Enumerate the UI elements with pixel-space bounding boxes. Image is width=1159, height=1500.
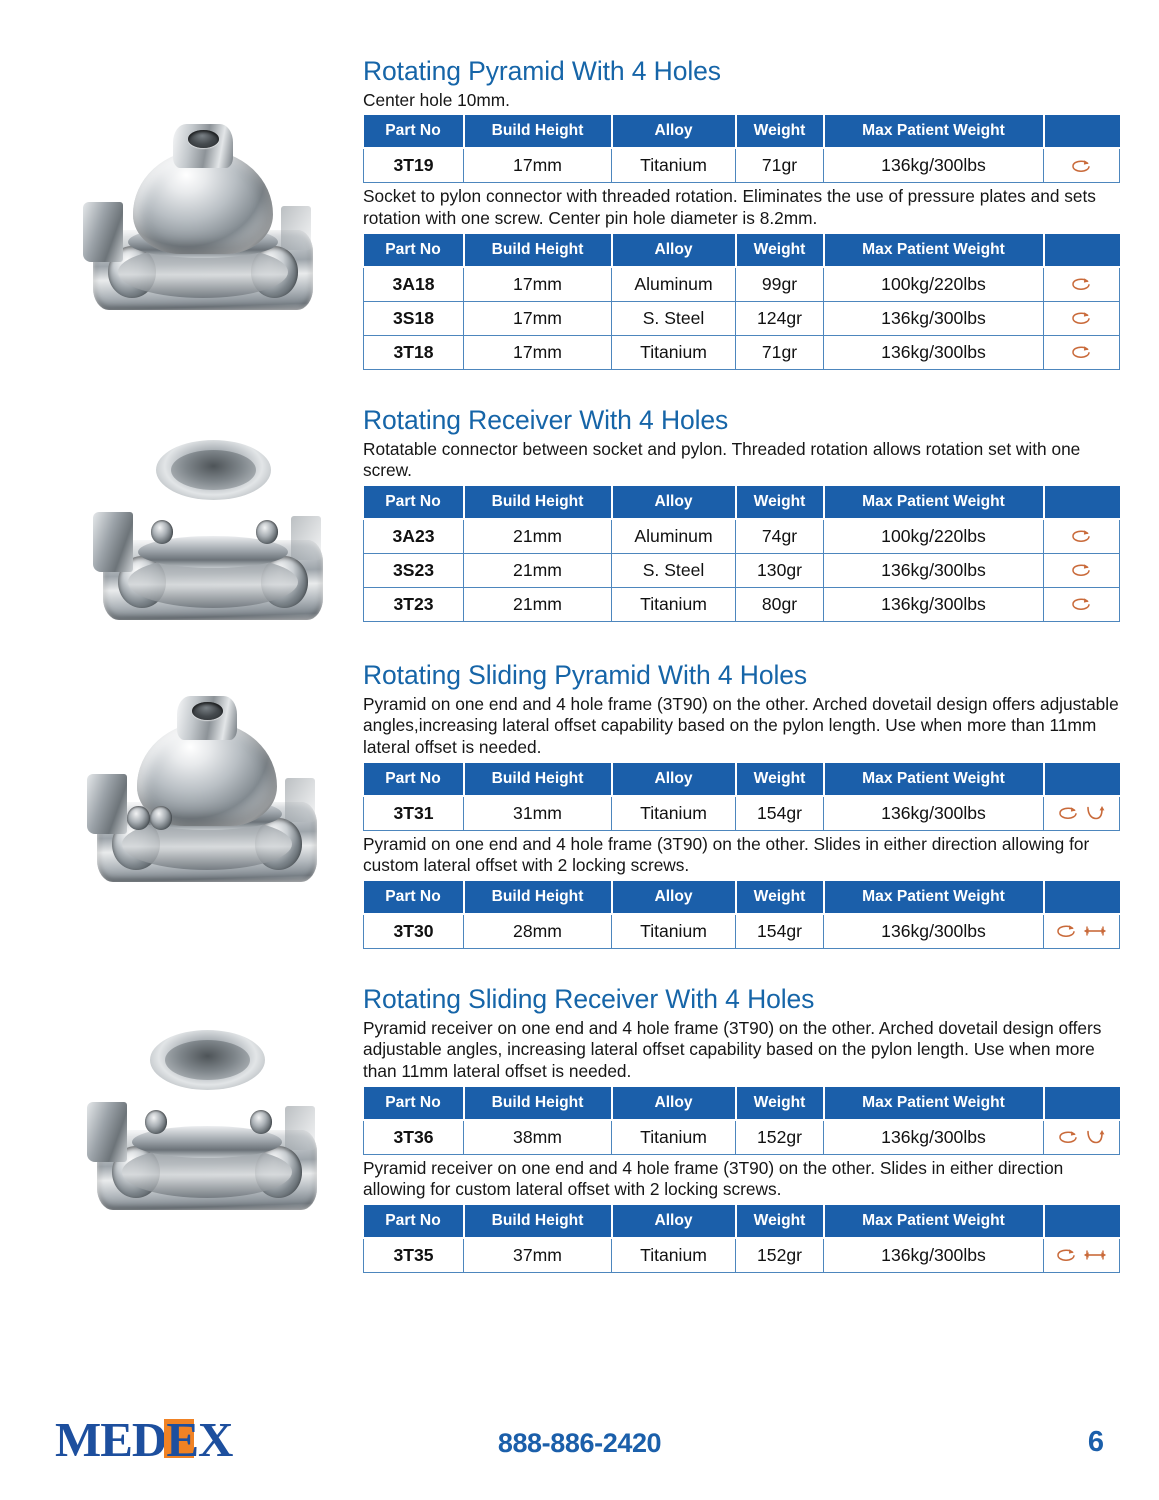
- cell-build-height: 21mm: [464, 553, 612, 587]
- column-header-part-no: Part No: [364, 234, 464, 267]
- column-header-weight: Weight: [736, 1205, 824, 1238]
- cell-part-no: 3T18: [364, 335, 464, 369]
- cell-feature-icons: [1044, 301, 1120, 335]
- cell-weight: 124gr: [736, 301, 824, 335]
- feature-icon-group: [1046, 921, 1117, 941]
- column-header-weight: Weight: [736, 115, 824, 148]
- column-header-alloy: Alloy: [612, 115, 736, 148]
- column-header-part-no: Part No: [364, 881, 464, 914]
- logo-text-highlight: E: [166, 1412, 199, 1467]
- feature-icon-group: [1046, 560, 1117, 580]
- table-row: [364, 267, 1120, 302]
- section-title: Rotating Sliding Receiver With 4 Holes: [363, 984, 815, 1014]
- cell-feature-icons: [1044, 1120, 1120, 1155]
- rotation-icon: [1058, 806, 1080, 820]
- cell-part-no: 3T23: [364, 587, 464, 621]
- rotation-icon: [1071, 159, 1093, 173]
- cell-max-patient-weight: 136kg/300lbs: [824, 301, 1044, 335]
- column-header-feature-icons: [1044, 763, 1120, 796]
- feature-icon-group: [1046, 526, 1117, 546]
- column-header-part-no: Part No: [364, 763, 464, 796]
- section-description: Socket to pylon connector with threaded rotation. Eliminates the use of pressure plates and sets rotation with one screw. Center pin hole diameter is 8.2mm.: [363, 186, 1096, 228]
- cell-max-patient-weight: 136kg/300lbs: [824, 914, 1044, 949]
- column-header-weight: Weight: [736, 486, 824, 519]
- rotation-icon: [1071, 529, 1093, 543]
- table-header-row: [364, 486, 1120, 519]
- column-header-feature-icons: [1044, 115, 1120, 148]
- feature-icon-group: [1046, 594, 1117, 614]
- column-header-part-no: Part No: [364, 1087, 464, 1120]
- rotation-icon: [1071, 597, 1093, 611]
- rotation-icon: [1058, 1130, 1080, 1144]
- cell-build-height: 28mm: [464, 914, 612, 949]
- column-header-max-patient-weight: Max Patient Weight: [824, 1087, 1044, 1120]
- column-header-max-patient-weight: Max Patient Weight: [824, 881, 1044, 914]
- feature-icon-group: [1046, 308, 1117, 328]
- rotation-icon: [1071, 563, 1093, 577]
- cell-build-height: 17mm: [464, 148, 612, 183]
- section-description: Pyramid on one end and 4 hole frame (3T90) on the other. Arched dovetail design offers adjustable angles,increasing lateral offset capability based on the pylon length. Use when more than 11mm lateral offset is needed.: [363, 693, 1119, 757]
- cell-part-no: 3S18: [364, 301, 464, 335]
- cell-build-height: 37mm: [464, 1238, 612, 1273]
- cell-part-no: 3A23: [364, 519, 464, 554]
- rotation-icon: [1071, 311, 1093, 325]
- table-header-row: [364, 881, 1120, 914]
- cell-weight: 152gr: [736, 1120, 824, 1155]
- cell-alloy: Titanium: [612, 1238, 736, 1273]
- column-header-alloy: Alloy: [612, 1205, 736, 1238]
- rotation-icon: [1056, 1248, 1078, 1262]
- column-header-part-no: Part No: [364, 1205, 464, 1238]
- cell-weight: 71gr: [736, 335, 824, 369]
- column-header-feature-icons: [1044, 1087, 1120, 1120]
- slide-arrow-icon: [1083, 1249, 1107, 1261]
- table-row: [364, 148, 1120, 183]
- feature-icon-group: [1046, 1127, 1117, 1147]
- column-header-build-height: Build Height: [464, 234, 612, 267]
- column-header-max-patient-weight: Max Patient Weight: [824, 763, 1044, 796]
- table-row: [364, 335, 1120, 369]
- cell-feature-icons: [1044, 553, 1120, 587]
- section-rotating-sliding-pyramid: [363, 661, 1119, 952]
- table-row: [364, 1238, 1120, 1273]
- logo-text-suffix: X: [198, 1412, 233, 1467]
- column-header-alloy: Alloy: [612, 486, 736, 519]
- cell-max-patient-weight: 100kg/220lbs: [824, 519, 1044, 554]
- cell-part-no: 3S23: [364, 553, 464, 587]
- spec-table: [363, 1205, 1120, 1273]
- feature-icon-group: [1046, 342, 1117, 362]
- column-header-part-no: Part No: [364, 486, 464, 519]
- cell-build-height: 21mm: [464, 519, 612, 554]
- column-header-build-height: Build Height: [464, 763, 612, 796]
- section-title: Rotating Pyramid With 4 Holes: [363, 56, 721, 86]
- cell-feature-icons: [1044, 335, 1120, 369]
- section-title: Rotating Sliding Pyramid With 4 Holes: [363, 660, 808, 690]
- column-header-build-height: Build Height: [464, 115, 612, 148]
- column-header-weight: Weight: [736, 1087, 824, 1120]
- cell-part-no: 3T31: [364, 796, 464, 831]
- cell-weight: 154gr: [736, 914, 824, 949]
- cell-build-height: 38mm: [464, 1120, 612, 1155]
- table-row: [364, 1120, 1120, 1155]
- spec-table: [363, 763, 1120, 831]
- cell-alloy: Titanium: [612, 1120, 736, 1155]
- column-header-weight: Weight: [736, 763, 824, 796]
- column-header-feature-icons: [1044, 881, 1120, 914]
- cell-feature-icons: [1044, 1238, 1120, 1273]
- column-header-build-height: Build Height: [464, 486, 612, 519]
- product-photo-rotating-receiver: [88, 428, 338, 628]
- column-header-max-patient-weight: Max Patient Weight: [824, 115, 1044, 148]
- footer-phone-number[interactable]: 888-886-2420: [497, 1428, 662, 1458]
- cell-part-no: 3A18: [364, 267, 464, 302]
- cell-part-no: 3T19: [364, 148, 464, 183]
- slide-arrow-icon: [1083, 925, 1107, 937]
- table-header-row: [364, 234, 1120, 267]
- cell-weight: 154gr: [736, 796, 824, 831]
- cell-weight: 99gr: [736, 267, 824, 302]
- table-row: [364, 587, 1120, 621]
- section-rotating-receiver: [363, 406, 1119, 625]
- cell-part-no: 3T35: [364, 1238, 464, 1273]
- cell-feature-icons: [1044, 587, 1120, 621]
- column-header-max-patient-weight: Max Patient Weight: [824, 1205, 1044, 1238]
- column-header-alloy: Alloy: [612, 881, 736, 914]
- rotation-icon: [1071, 277, 1093, 291]
- table-row: [364, 553, 1120, 587]
- cell-build-height: 17mm: [464, 335, 612, 369]
- rotation-icon: [1056, 924, 1078, 938]
- column-header-weight: Weight: [736, 881, 824, 914]
- column-header-feature-icons: [1044, 234, 1120, 267]
- table-row: [364, 301, 1120, 335]
- logo-text-prefix: MED: [55, 1412, 167, 1467]
- column-header-weight: Weight: [736, 234, 824, 267]
- cell-max-patient-weight: 100kg/220lbs: [824, 267, 1044, 302]
- feature-icon-group: [1046, 156, 1117, 176]
- cell-feature-icons: [1044, 796, 1120, 831]
- section-title: Rotating Receiver With 4 Holes: [363, 405, 729, 435]
- cell-alloy: Titanium: [612, 335, 736, 369]
- feature-icon-group: [1046, 1245, 1117, 1265]
- cell-alloy: Titanium: [612, 914, 736, 949]
- spec-table: [363, 234, 1120, 370]
- cell-feature-icons: [1044, 519, 1120, 554]
- section-description: Pyramid receiver on one end and 4 hole frame (3T90) on the other. Slides in either direction allowing for custom lateral offset with 2 locking screws.: [363, 1157, 1064, 1200]
- spec-table: [363, 115, 1120, 183]
- column-header-alloy: Alloy: [612, 763, 736, 796]
- cell-feature-icons: [1044, 267, 1120, 302]
- column-header-alloy: Alloy: [612, 1087, 736, 1120]
- spec-table: [363, 486, 1120, 622]
- angle-arc-icon: [1085, 1129, 1105, 1145]
- cell-weight: 71gr: [736, 148, 824, 183]
- table-row: [364, 796, 1120, 831]
- product-photo-rotating-pyramid: [78, 118, 328, 318]
- section-rotating-pyramid: [363, 57, 1119, 373]
- cell-max-patient-weight: 136kg/300lbs: [824, 335, 1044, 369]
- column-header-build-height: Build Height: [464, 1205, 612, 1238]
- cell-weight: 130gr: [736, 553, 824, 587]
- spec-table: [363, 1087, 1120, 1155]
- cell-alloy: S. Steel: [612, 553, 736, 587]
- table-header-row: [364, 1205, 1120, 1238]
- cell-build-height: 17mm: [464, 301, 612, 335]
- table-row: [364, 914, 1120, 949]
- cell-part-no: 3T30: [364, 914, 464, 949]
- table-header-row: [364, 115, 1120, 148]
- cell-alloy: Titanium: [612, 796, 736, 831]
- section-description: Pyramid receiver on one end and 4 hole frame (3T90) on the other. Arched dovetail design offers adjustable angles, increasing lateral offset capability based on the pylon length. Use when more than 11mm lateral offset is needed.: [363, 1017, 1102, 1081]
- cell-alloy: Aluminum: [612, 267, 736, 302]
- cell-feature-icons: [1044, 148, 1120, 183]
- feature-icon-group: [1046, 274, 1117, 294]
- product-image-column: [0, 0, 360, 1360]
- table-header-row: [364, 1087, 1120, 1120]
- section-rotating-sliding-receiver: [363, 985, 1119, 1276]
- cell-max-patient-weight: 136kg/300lbs: [824, 553, 1044, 587]
- page-number: 6: [1087, 1426, 1104, 1458]
- cell-build-height: 21mm: [464, 587, 612, 621]
- column-header-alloy: Alloy: [612, 234, 736, 267]
- column-header-feature-icons: [1044, 1205, 1120, 1238]
- page-footer: [0, 1414, 1159, 1484]
- cell-weight: 74gr: [736, 519, 824, 554]
- angle-arc-icon: [1085, 805, 1105, 821]
- spec-table: [363, 881, 1120, 949]
- product-photo-rotating-sliding-receiver: [82, 1018, 332, 1218]
- table-header-row: [364, 763, 1120, 796]
- column-header-build-height: Build Height: [464, 881, 612, 914]
- cell-alloy: Titanium: [612, 587, 736, 621]
- cell-alloy: Aluminum: [612, 519, 736, 554]
- cell-build-height: 17mm: [464, 267, 612, 302]
- cell-max-patient-weight: 136kg/300lbs: [824, 796, 1044, 831]
- cell-part-no: 3T36: [364, 1120, 464, 1155]
- cell-feature-icons: [1044, 914, 1120, 949]
- cell-max-patient-weight: 136kg/300lbs: [824, 1238, 1044, 1273]
- feature-icon-group: [1046, 803, 1117, 823]
- product-photo-rotating-sliding-pyramid: [82, 690, 332, 890]
- cell-weight: 152gr: [736, 1238, 824, 1273]
- cell-max-patient-weight: 136kg/300lbs: [824, 1120, 1044, 1155]
- column-header-max-patient-weight: Max Patient Weight: [824, 234, 1044, 267]
- table-row: [364, 519, 1120, 554]
- cell-alloy: S. Steel: [612, 301, 736, 335]
- cell-weight: 80gr: [736, 587, 824, 621]
- cell-build-height: 31mm: [464, 796, 612, 831]
- column-header-build-height: Build Height: [464, 1087, 612, 1120]
- rotation-icon: [1071, 345, 1093, 359]
- column-header-feature-icons: [1044, 486, 1120, 519]
- cell-max-patient-weight: 136kg/300lbs: [824, 148, 1044, 183]
- cell-max-patient-weight: 136kg/300lbs: [824, 587, 1044, 621]
- section-description: Pyramid on one end and 4 hole frame (3T90) on the other. Slides in either direction allowing for custom lateral offset with 2 locking screws.: [363, 833, 1090, 876]
- column-header-max-patient-weight: Max Patient Weight: [824, 486, 1044, 519]
- section-description: Rotatable connector between socket and pylon. Threaded rotation allows rotation set with one screw.: [363, 438, 1081, 481]
- section-description: Center hole 10mm.: [363, 89, 510, 110]
- cell-alloy: Titanium: [612, 148, 736, 183]
- column-header-part-no: Part No: [364, 115, 464, 148]
